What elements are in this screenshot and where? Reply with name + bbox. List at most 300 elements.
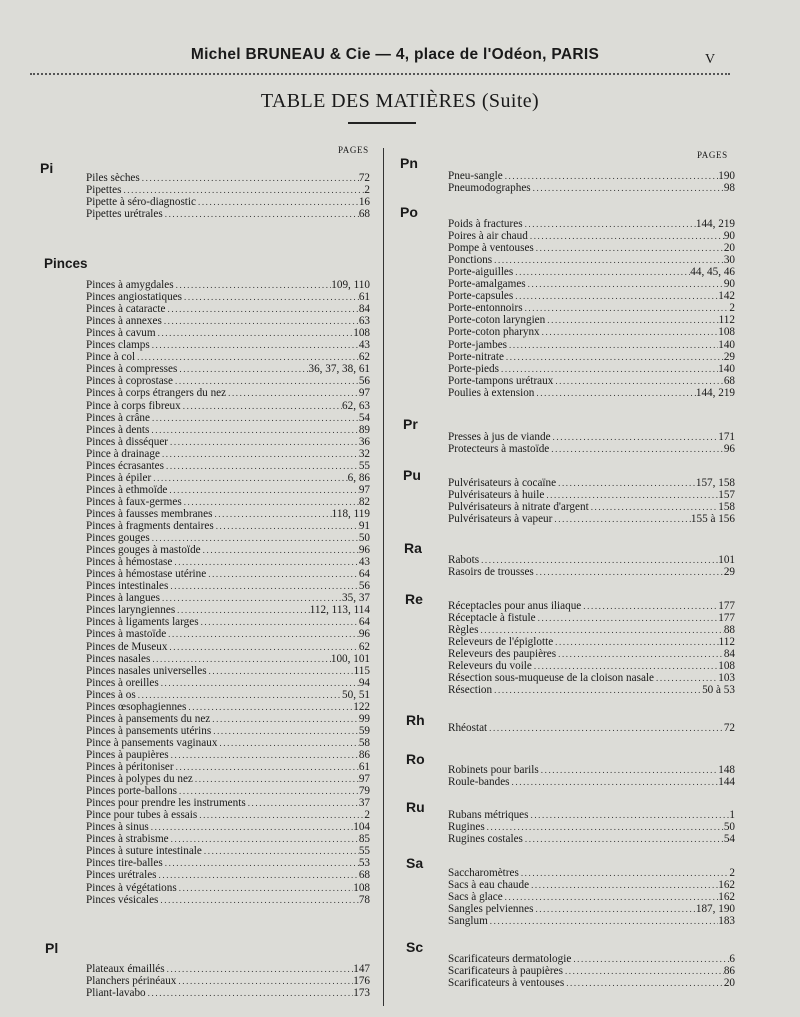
dot-leader [146, 987, 354, 999]
entry-title: Presses à jus de viande [448, 431, 551, 443]
dot-leader [177, 785, 359, 797]
index-entry [86, 737, 370, 749]
section-heading: Ra [404, 540, 422, 556]
entry-title: Rugines costales [448, 833, 523, 846]
entry-title: Robinets pour barils [448, 764, 539, 776]
entry-pages: 101 [718, 554, 735, 566]
entry-title: Porte-coton pharynx [448, 326, 540, 339]
index-entry [86, 773, 370, 785]
index-entry [448, 182, 735, 194]
entry-title: Pinces gouges à mastoïde [86, 544, 201, 557]
entry-title: Rhéostat [448, 722, 488, 734]
entry-pages: 171 [718, 431, 735, 443]
dot-leader [552, 513, 690, 525]
index-entry [448, 809, 735, 821]
index-entry [86, 303, 370, 315]
header-divider [30, 73, 730, 75]
entry-title: Pinces urétrales [86, 869, 157, 882]
index-entry [448, 821, 735, 833]
section-heading: Sc [406, 939, 424, 955]
entry-pages: 59 [358, 724, 370, 737]
entry-title: Rabots [448, 554, 480, 566]
section-heading: Pl [45, 940, 59, 956]
entry-pages: 6, 86 [347, 471, 370, 484]
entry-title: Pince à pansements vaginaux [86, 736, 218, 749]
entry-title: Pince à col [86, 351, 136, 364]
index-entry [86, 592, 370, 604]
index-entry [448, 489, 735, 501]
dot-leader [479, 554, 718, 566]
entry-pages: 98 [723, 182, 735, 195]
entry-title: Pince pour tubes à essais [86, 809, 198, 822]
entry-title: Scarificateurs à ventouses [448, 977, 565, 990]
dot-leader [159, 677, 359, 689]
index-entry [86, 689, 370, 701]
index-entry [448, 722, 735, 734]
index-entry [448, 915, 735, 927]
dot-leader [654, 672, 718, 684]
dot-leader [168, 436, 359, 448]
entry-pages: 2 [729, 302, 735, 315]
entry-pages: 187, 190 [695, 903, 735, 916]
index-entry [86, 339, 370, 351]
entry-pages: 62 [358, 351, 370, 364]
entry-pages: 68 [723, 374, 735, 387]
pages-label-right: PAGES [697, 150, 728, 160]
entry-pages: 2 [364, 184, 370, 197]
entry-pages: 177 [718, 600, 735, 612]
dot-leader [540, 326, 719, 338]
index-entry [448, 554, 735, 566]
entry-pages: 97 [358, 773, 370, 786]
entry-title: Releveurs du voile [448, 660, 532, 673]
index-entry [448, 363, 735, 375]
entry-title: Saccharomètres [448, 867, 519, 879]
entry-title: Pinces à végétations [86, 881, 177, 894]
entry-title: Pneumodographes [448, 182, 531, 195]
index-entry [448, 624, 735, 636]
section-heading: Pi [40, 160, 54, 176]
entry-title: Pinces à crâne [86, 411, 150, 424]
dot-leader [492, 684, 702, 696]
index-entry [86, 508, 370, 520]
dot-leader [181, 400, 342, 412]
entry-title: Pinces à ethmoïde [86, 483, 168, 496]
dot-leader [202, 845, 359, 857]
dot-leader [528, 230, 724, 242]
index-entry [448, 867, 735, 879]
entry-title: Pinces à coprostase [86, 375, 173, 388]
dot-leader [210, 713, 359, 725]
entry-pages: 89 [358, 423, 370, 436]
dot-leader [556, 648, 724, 660]
dot-leader [549, 443, 724, 455]
index-entry [86, 544, 370, 556]
entry-title: Pinces à polypes du nez [86, 773, 193, 786]
dot-leader [485, 821, 724, 833]
dot-leader [571, 953, 729, 965]
index-entry [86, 833, 370, 845]
entry-pages: 2 [729, 867, 735, 879]
dot-leader [166, 628, 359, 640]
index-entry [86, 857, 370, 869]
index-entry [86, 327, 370, 339]
dot-leader [149, 424, 358, 436]
index-entry [448, 242, 735, 254]
index-entry [86, 749, 370, 761]
entry-pages: 43 [358, 339, 370, 352]
entry-title: Pinces à cataracte [86, 303, 166, 316]
dot-leader [169, 833, 359, 845]
index-entry [448, 218, 735, 230]
dot-leader [556, 477, 696, 489]
entry-title: Pinces à fausses membranes [86, 507, 213, 520]
entry-title: Porte-pieds [448, 362, 499, 375]
entry-title: Pince à drainage [86, 447, 160, 460]
dot-leader [173, 375, 359, 387]
dot-leader [197, 809, 364, 821]
index-entry [86, 725, 370, 737]
index-entry [448, 326, 735, 338]
dot-leader [207, 665, 354, 677]
dot-leader [226, 387, 359, 399]
entry-title: Pinces à disséquer [86, 435, 169, 448]
dot-leader [168, 580, 358, 592]
entry-title: Pulvérisateurs à cocaïne [448, 477, 557, 489]
dot-leader [182, 291, 359, 303]
index-entry [448, 903, 735, 915]
entry-pages: 55 [358, 845, 370, 858]
index-entry [86, 882, 370, 894]
index-entry [448, 660, 735, 672]
dot-leader [526, 278, 724, 290]
index-entry [448, 636, 735, 648]
dot-leader [551, 431, 719, 443]
dot-leader [201, 544, 359, 556]
entry-pages: 68 [358, 869, 370, 882]
index-entry [86, 628, 370, 640]
entry-pages: 112 [718, 636, 735, 649]
entry-pages: 190 [718, 170, 735, 182]
entry-pages: 122 [353, 700, 370, 713]
entry-pages: 36, 37, 38, 61 [308, 363, 370, 376]
entry-pages: 36 [358, 435, 370, 448]
entry-pages: 63 [358, 315, 370, 328]
index-entry [86, 809, 370, 821]
index-entry [86, 604, 370, 616]
dot-leader [165, 963, 354, 975]
dot-leader [528, 809, 729, 821]
entry-title: Pinces à suture intestinale [86, 845, 202, 858]
dot-leader [553, 375, 723, 387]
index-entry [448, 431, 735, 443]
entry-title: Pinces à dents [86, 423, 150, 436]
entry-title: Pinces à hémostase [86, 556, 173, 569]
entry-title: Pulvérisateurs à huile [448, 489, 545, 502]
entry-pages: 64 [358, 616, 370, 629]
dot-leader [531, 182, 724, 194]
entry-pages: 72 [723, 722, 735, 734]
entry-pages: 155 à 156 [690, 513, 735, 526]
dot-leader [478, 624, 723, 636]
dot-leader [174, 761, 359, 773]
entry-pages: 68 [358, 208, 370, 221]
entry-pages: 103 [718, 672, 735, 685]
entry-title: Releveurs des paupières [448, 648, 557, 661]
entry-pages: 44, 45, 46 [690, 266, 735, 279]
entry-pages: 16 [358, 196, 370, 209]
entry-title: Pipettes [86, 184, 122, 197]
entry-pages: 62 [358, 640, 370, 653]
dot-leader [172, 556, 358, 568]
index-entry [86, 975, 370, 987]
entry-pages: 79 [358, 785, 370, 798]
entry-title: Porte-entonnoirs [448, 302, 523, 315]
dot-leader [534, 242, 724, 254]
entry-title: Porte-jambes [448, 338, 508, 351]
index-entry [86, 375, 370, 387]
dot-leader [164, 460, 359, 472]
entry-title: Pinces clamps [86, 339, 150, 352]
dot-leader [513, 290, 718, 302]
entry-pages: 104 [353, 821, 370, 834]
dot-leader [544, 489, 718, 501]
entry-title: Sacs à glace [448, 891, 503, 904]
index-entry [86, 184, 370, 196]
dot-leader [211, 725, 359, 737]
entry-pages: 112, 113, 114 [309, 604, 370, 617]
index-entry [448, 290, 735, 302]
dot-leader [151, 472, 347, 484]
index-entry [86, 400, 370, 412]
column-divider [383, 148, 384, 1006]
index-entry [86, 436, 370, 448]
entry-title: Rasoirs de trousses [448, 566, 534, 579]
entry-title: Pulvérisateurs à vapeur [448, 513, 553, 526]
index-entry [86, 701, 370, 713]
entry-pages: 37 [358, 797, 370, 810]
entry-pages: 86 [723, 965, 735, 978]
entry-pages: 20 [723, 977, 735, 990]
index-entry [86, 556, 370, 568]
entry-pages: 162 [718, 891, 735, 904]
index-entry [86, 291, 370, 303]
index-entry [448, 684, 735, 696]
index-entry [86, 520, 370, 532]
entry-pages: 88 [723, 624, 735, 637]
index-entry [448, 965, 735, 977]
index-entry [448, 764, 735, 776]
entry-pages: 91 [358, 520, 370, 532]
entry-title: Pinces pour prendre les instruments [86, 797, 246, 810]
dot-leader [504, 351, 724, 363]
entry-title: Poulies à extension [448, 386, 535, 399]
dot-leader [217, 737, 358, 749]
section-heading: Sa [406, 855, 424, 871]
entry-pages: 96 [358, 628, 370, 641]
index-entry [448, 351, 735, 363]
entry-title: Pinces angiostatiques [86, 291, 183, 304]
entry-title: Pinces à os [86, 688, 136, 701]
entry-title: Roule-bandes [448, 776, 510, 789]
entry-pages: 140 [718, 362, 735, 375]
dot-leader [564, 977, 724, 989]
entry-pages: 50 [358, 532, 370, 545]
entry-title: Pinces à pansements du nez [86, 712, 211, 725]
dot-leader [536, 612, 719, 624]
dot-leader [534, 387, 695, 399]
index-entry [86, 424, 370, 436]
entry-title: Pince à corps fibreux [86, 399, 181, 412]
entry-title: Résection [448, 684, 493, 697]
entry-title: Pinces de Museux [86, 640, 168, 653]
index-entry [86, 412, 370, 424]
dot-leader [246, 797, 359, 809]
index-entry [86, 616, 370, 628]
entry-title: Pinces porte-ballons [86, 785, 178, 798]
dot-leader [186, 701, 353, 713]
entry-title: Pulvérisateurs à nitrate d'argent [448, 501, 589, 514]
entry-pages: 20 [723, 242, 735, 255]
entry-title: Rubans métriques [448, 809, 529, 821]
index-entry [448, 891, 735, 903]
index-entry [448, 302, 735, 314]
pages-label-left: PAGES [338, 145, 369, 155]
index-entry [86, 387, 370, 399]
entry-title: Sanglum [448, 915, 488, 928]
dot-leader [167, 484, 358, 496]
section-heading: Ru [406, 799, 425, 815]
entry-title: Pinces à mastoïde [86, 628, 167, 641]
entry-title: Pinces intestinales [86, 580, 169, 593]
dot-leader [121, 184, 364, 196]
index-entry [86, 845, 370, 857]
entry-pages: 55 [358, 459, 370, 472]
entry-title: Piles sèches [86, 172, 140, 184]
dot-leader [157, 869, 359, 881]
entry-title: Pipettes urétrales [86, 208, 163, 221]
dot-leader [532, 660, 718, 672]
entry-title: Porte-coton laryngien [448, 314, 546, 327]
dot-leader [135, 351, 359, 363]
section-heading: Pu [403, 467, 421, 483]
entry-title: Pinces œsophagiennes [86, 700, 187, 713]
entry-pages: 1 [729, 809, 735, 821]
entry-pages: 84 [358, 303, 370, 316]
entry-title: Pinces à compresses [86, 363, 178, 376]
dot-leader [533, 903, 695, 915]
index-entry [86, 653, 370, 665]
entry-title: Pinces à paupières [86, 748, 169, 761]
section-heading: Re [405, 591, 423, 607]
dot-leader [206, 568, 359, 580]
entry-pages: 115 [353, 664, 370, 677]
dot-leader [523, 218, 696, 230]
entry-pages: 94 [358, 676, 370, 689]
entry-title: Pompe à ventouses [448, 242, 534, 255]
entry-title: Pinces à épiler [86, 471, 152, 484]
entry-pages: 56 [358, 580, 370, 593]
entry-title: Plateaux émaillés [86, 963, 165, 975]
entry-pages: 56 [358, 375, 370, 388]
dot-leader [150, 532, 359, 544]
entry-pages: 54 [358, 411, 370, 424]
entry-title: Sacs à eau chaude [448, 879, 530, 892]
dot-leader [581, 600, 718, 612]
index-entry [86, 963, 370, 975]
dot-leader [519, 867, 730, 879]
dot-leader [214, 520, 359, 532]
entry-title: Pinces à ligaments larges [86, 616, 199, 629]
dot-leader [177, 882, 354, 894]
index-entry [448, 672, 735, 684]
index-entry [86, 869, 370, 881]
entry-title: Pinces à strabisme [86, 833, 169, 846]
entry-pages: 177 [718, 612, 735, 625]
dot-leader [177, 363, 308, 375]
entry-pages: 97 [358, 483, 370, 496]
index-entry [448, 566, 735, 578]
index-entry [86, 196, 370, 208]
publisher-header: Michel BRUNEAU & Cie — 4, place de l'Odéon, PARIS [190, 46, 600, 63]
index-entry [86, 448, 370, 460]
dot-leader [545, 314, 718, 326]
entry-title: Pinces à langues [86, 592, 160, 605]
entry-pages: 50, 51 [342, 688, 370, 701]
dot-leader [513, 266, 690, 278]
index-entry [448, 879, 735, 891]
entry-pages: 99 [358, 712, 370, 725]
dot-leader [160, 592, 342, 604]
index-entry [86, 363, 370, 375]
index-entry [448, 254, 735, 266]
entry-pages: 78 [358, 893, 370, 906]
entry-pages: 61 [358, 761, 370, 773]
entry-pages: 32 [358, 447, 370, 460]
entry-pages: 157 [718, 489, 735, 502]
index-entry [448, 776, 735, 788]
entry-pages: 50 [723, 821, 735, 834]
entry-title: Pinces à amygdales [86, 279, 174, 291]
entry-title: Règles [448, 624, 479, 637]
dot-leader [150, 412, 359, 424]
index-entry [448, 648, 735, 660]
entry-pages: 6 [729, 953, 735, 965]
dot-leader [503, 170, 719, 182]
entry-pages: 157, 158 [695, 477, 735, 489]
entry-title: Pinces à oreilles [86, 676, 159, 689]
entry-pages: 108 [353, 881, 370, 894]
dot-leader [167, 641, 358, 653]
dot-leader [503, 891, 719, 903]
entry-title: Pinces à cavum [86, 327, 156, 340]
entry-title: Résection sous-muqueuse de la cloison nasale [448, 672, 654, 685]
index-entry [86, 821, 370, 833]
entry-pages: 158 [718, 501, 735, 514]
entry-title: Scarificateurs à paupières [448, 965, 563, 978]
section-heading: Ro [406, 751, 425, 767]
section-heading: Pinces [44, 256, 88, 271]
index-entry [448, 230, 735, 242]
entry-title: Pinces à corps étrangers du nez [86, 387, 227, 400]
entry-pages: 50 à 53 [702, 684, 735, 697]
entry-pages: 30 [723, 254, 735, 267]
dot-leader [488, 915, 718, 927]
section-heading: Po [400, 204, 418, 220]
dot-leader [150, 339, 359, 351]
dot-leader [150, 653, 331, 665]
entry-title: Porte-tampons urétraux [448, 374, 554, 387]
